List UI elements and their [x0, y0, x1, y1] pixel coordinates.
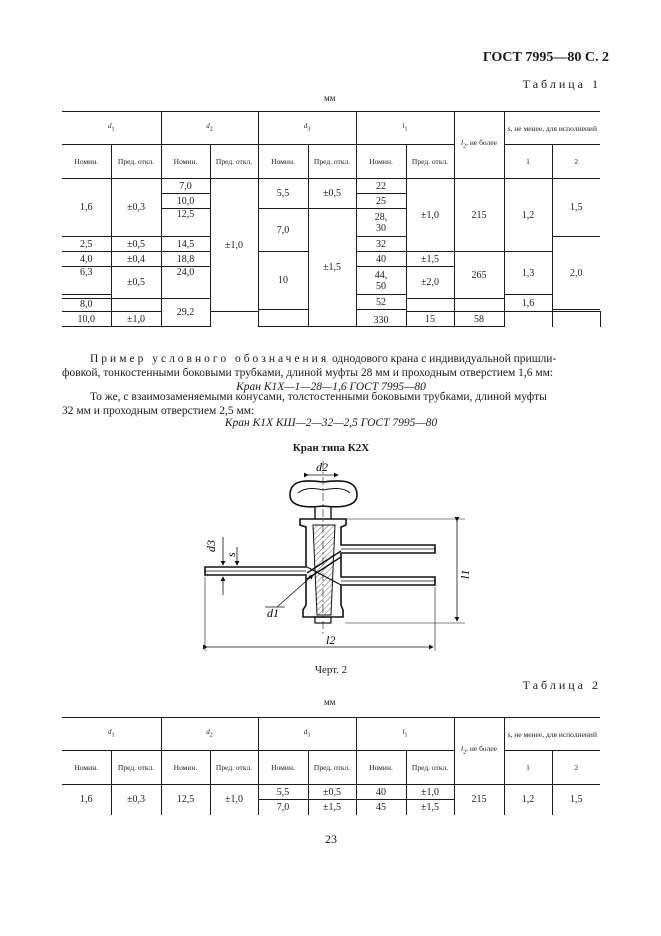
cell: 22 — [356, 179, 406, 194]
label-l2: l2 — [326, 633, 336, 647]
example-paragraph-2: То же, с взаимозаменяемыми конусами, толстостенными боковыми трубками, длиной муфты — [90, 391, 547, 403]
label-l1: l1 — [458, 569, 472, 579]
cell: ±0,3 — [111, 179, 161, 237]
cell: 12,5 — [161, 209, 210, 237]
sub-nom: Номин. — [62, 145, 111, 179]
header-d3: $d_3$ — [258, 718, 356, 751]
cell: ±1,5 — [406, 252, 454, 267]
sub-dev: Пред. откл. — [111, 751, 161, 785]
cell: ±0,4 — [111, 252, 161, 267]
cell: ±1,0 — [111, 312, 161, 327]
label-d2: d2 — [316, 460, 328, 474]
cell: 1,5 — [552, 179, 600, 237]
cell: 265 — [454, 252, 504, 299]
example-code-2: Кран К1Х КШ—2—32—2,5 ГОСТ 7995—80 — [224, 417, 438, 429]
header-d1: $d_1$ — [62, 718, 161, 751]
cell: 1,2 — [504, 179, 552, 252]
table1-unit: мм — [324, 93, 336, 103]
sub-exec-1: 1 — [504, 145, 552, 179]
cell: 28, 30 — [356, 209, 406, 237]
sub-nom: Номин. — [161, 145, 210, 179]
cell: 8,0 — [62, 299, 111, 312]
document-header: ГОСТ 7995—80 С. 2 — [482, 50, 609, 65]
sub-exec-1: 1 — [504, 751, 552, 785]
cell: 58 — [454, 312, 504, 327]
cell: 2,5 — [62, 237, 111, 252]
cell — [258, 310, 308, 327]
cell: ±0,3 — [111, 785, 161, 815]
cell — [406, 299, 454, 312]
table2-caption: Таблица 2 — [522, 678, 601, 692]
sub-exec-2: 2 — [552, 145, 600, 179]
label-d1: d1 — [267, 606, 279, 620]
cell: 25 — [356, 194, 406, 209]
valve-drawing — [195, 455, 475, 655]
cell: 29,2 — [161, 299, 210, 327]
cell: ±0,5 — [111, 267, 161, 299]
sub-nom: Номин. — [356, 145, 406, 179]
header-d1: $d_1$ — [62, 112, 161, 145]
cell: 32 — [356, 237, 406, 252]
cell: 40 — [356, 252, 406, 267]
cell: 6,3 — [62, 267, 111, 295]
cell: ±0,5 — [308, 179, 356, 209]
cell: 12,5 — [161, 785, 210, 815]
table-row — [62, 785, 600, 800]
cell: 1,6 — [504, 295, 552, 312]
table1 — [62, 111, 600, 327]
valve-plug — [313, 525, 335, 615]
table1-subheader-row — [62, 145, 600, 179]
cell: 1,6 — [62, 785, 111, 815]
header-s: s, не менее, для исполнений — [504, 718, 600, 751]
cell: 1,5 — [552, 785, 600, 815]
cell: 2,0 — [552, 237, 600, 310]
cell: 5,5 — [258, 785, 308, 800]
sub-dev: Пред. откл. — [406, 751, 454, 785]
cell: 7,0 — [161, 179, 210, 194]
sub-dev: Пред. откл. — [210, 751, 258, 785]
cell: ±1,5 — [308, 209, 356, 327]
cell: 1,3 — [504, 252, 552, 295]
cell: 14,5 — [161, 237, 210, 252]
cell: 10 — [258, 252, 308, 310]
header-d3: $d_3$ — [258, 112, 356, 145]
table1-header-row — [62, 112, 600, 145]
cell: 1,2 — [504, 785, 552, 815]
cell: 7,0 — [258, 800, 308, 815]
cell: 44, 50 — [356, 267, 406, 295]
sub-dev: Пред. откл. — [308, 145, 356, 179]
figure-title: Кран типа К2Х — [292, 442, 370, 454]
cell: ±2,0 — [406, 267, 454, 299]
cell — [210, 312, 258, 327]
figure-caption: Черт. 2 — [314, 664, 348, 676]
header-l2: $l_2$, не более — [454, 718, 504, 785]
table2 — [62, 717, 600, 815]
cell: 330 — [356, 310, 406, 327]
cell — [111, 299, 161, 312]
handle-shape — [290, 481, 357, 507]
cell: 1,6 — [62, 179, 111, 237]
sub-nom: Номин. — [258, 145, 308, 179]
cell: 10,0 — [62, 312, 111, 327]
cell: ±1,0 — [406, 785, 454, 800]
cell — [552, 312, 600, 327]
sub-nom: Номин. — [356, 751, 406, 785]
cell: ±0,5 — [308, 785, 356, 800]
cell: ±1,5 — [406, 800, 454, 815]
cell: 7,0 — [258, 209, 308, 252]
sub-exec-2: 2 — [552, 751, 600, 785]
sub-nom: Номин. — [161, 751, 210, 785]
sub-dev: Пред. откл. — [406, 145, 454, 179]
cell — [504, 312, 552, 327]
table2-unit: мм — [324, 697, 336, 707]
table1-caption: Таблица 1 — [522, 77, 601, 91]
example-paragraph-1: Пример условного обозначения однодового крана с индивидуальной пришли- — [90, 353, 557, 365]
table2-subheader-row — [62, 751, 600, 785]
cell: ±1,0 — [406, 179, 454, 252]
cell: 15 — [406, 312, 454, 327]
cell: ±1,0 — [210, 179, 258, 312]
cell: 24,0 — [161, 267, 210, 299]
header-s: s, не менее, для исполнений — [504, 112, 600, 145]
cell: 18,8 — [161, 252, 210, 267]
cell: 10,0 — [161, 194, 210, 209]
cell: 40 — [356, 785, 406, 800]
cell: 215 — [454, 179, 504, 252]
label-s: s — [224, 552, 238, 557]
header-d2: $d_2$ — [161, 718, 258, 751]
cell: 5,5 — [258, 179, 308, 209]
page-number: 23 — [325, 832, 337, 846]
cell: 4,0 — [62, 252, 111, 267]
label-d3: d3 — [204, 540, 218, 552]
sub-nom: Номин. — [62, 751, 111, 785]
cell: 52 — [356, 295, 406, 310]
cell: 215 — [454, 785, 504, 815]
cell: ±1,5 — [308, 800, 356, 815]
sub-dev: Пред. откл. — [308, 751, 356, 785]
sub-nom: Номин. — [258, 751, 308, 785]
header-l1: $l_1$ — [356, 718, 454, 751]
cell: ±1,0 — [210, 785, 258, 815]
cell: 45 — [356, 800, 406, 815]
sub-dev: Пред. откл. — [210, 145, 258, 179]
example-paragraph-1-line2: фовкой, тонкостенными боковыми трубками, длиной муфты 28 мм и проходным отверстием 1,6 мм: — [62, 367, 554, 379]
example-paragraph-2-line2: 32 мм и проходным отверстием 2,5 мм: — [62, 405, 255, 417]
header-l1: $l_1$ — [356, 112, 454, 145]
table-row — [62, 179, 600, 194]
example-code-1: Кран К1Х—1—28—1,6 ГОСТ 7995—80 — [236, 381, 426, 393]
cell: ±0,5 — [111, 237, 161, 252]
header-l2: $l_2$, не более — [454, 112, 504, 179]
sub-dev: Пред. откл. — [111, 145, 161, 179]
table2-header-row — [62, 718, 600, 751]
header-d2: $d_2$ — [161, 112, 258, 145]
